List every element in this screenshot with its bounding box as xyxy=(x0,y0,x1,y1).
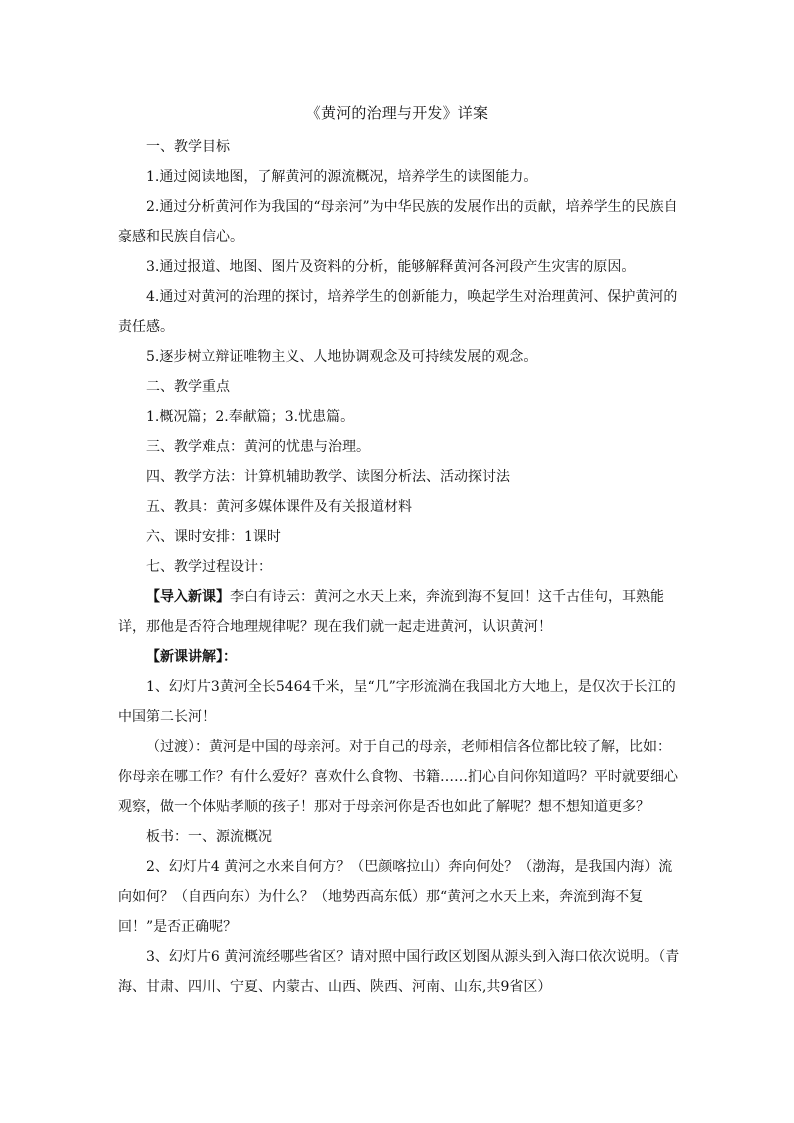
process-design-heading: 七、教学过程设计： xyxy=(146,559,272,575)
difficulties-line: 三、教学难点：黄河的忧患与治理。 xyxy=(146,439,370,455)
document-content xyxy=(118,132,680,1002)
objective-5: 5.逐步树立辩证唯物主义、人地协调观念及可持续发展的观念。 xyxy=(146,349,538,365)
blackboard-heading: 板书：一、源流概况 xyxy=(146,829,272,845)
intro-label: 【导入新课】 xyxy=(146,589,230,605)
lesson-paragraph-1: 1、幻灯片3黄河全长5464千米，呈“几”字形流淌在我国北方大地上，是仅次于长江的中国第二长河！ xyxy=(118,679,676,725)
objective-4: 4.通过对黄河的治理的探讨，培养学生的创新能力，唤起学生对治理黄河、保护黄河的责任感。 xyxy=(118,289,678,335)
schedule-line: 六、课时安排：1课时 xyxy=(146,529,281,545)
lesson-paragraph-3: 3、幻灯片6 黄河流经哪些省区？请对照中国行政区划图从源头到入海口依次说明。（青海、甘肃、四川、宁夏、内蒙古、山西、陕西、河南、山东,共9省区） xyxy=(118,949,680,995)
methods-line: 四、教学方法：计算机辅助教学、读图分析法、活动探讨法 xyxy=(146,469,510,485)
tools-line: 五、教具：黄河多媒体课件及有关报道材料 xyxy=(146,499,412,515)
section-heading-objectives: 一、教学目标 xyxy=(146,139,230,155)
intro-text: 李白有诗云：黄河之水天上来，奔流到海不复回！这千古佳句，耳熟能详，那他是否符合地理规律呢？现在我们就一起走进黄河，认识黄河！ xyxy=(118,589,664,635)
key-points-list: 1.概况篇；2.奉献篇；3.忧患篇。 xyxy=(146,409,355,425)
lesson-paragraph-2: 2、幻灯片4 黄河之水来自何方？（巴颜喀拉山）奔向何处？（渤海，是我国内海）流向如何？（自西向东）为什么？（地势西高东低）那“黄河之水天上来，奔流到海不复回！”是否正确呢？ xyxy=(118,859,673,935)
new-lesson-heading: 【新课讲解】： xyxy=(146,649,237,665)
section-heading-key-points: 二、教学重点 xyxy=(146,379,230,395)
intro-paragraph xyxy=(118,582,680,642)
objective-3: 3.通过报道、地图、图片及资料的分析，能够解释黄河各河段产生灾害的原因。 xyxy=(146,259,636,275)
transition-paragraph: （过渡）：黄河是中国的母亲河。对于自己的母亲，老师相信各位都比较了解，比如：你母亲在哪工作？有什么爱好？喜欢什么食物、书籍……扪心自问你知道吗？平时就要细心观察，做一个体贴孝顺的孩子！那对于母亲河你是否也如此了解呢？想不想知道更多？ xyxy=(118,739,678,815)
page-title: 《黄河的治理与开发》详案 xyxy=(305,104,489,122)
objective-1: 1.通过阅读地图，了解黄河的源流概况，培养学生的读图能力。 xyxy=(146,169,538,185)
objective-2: 2.通过分析黄河作为我国的“母亲河”为中华民族的发展作出的贡献，培养学生的民族自豪感和民族自信心。 xyxy=(118,199,678,245)
